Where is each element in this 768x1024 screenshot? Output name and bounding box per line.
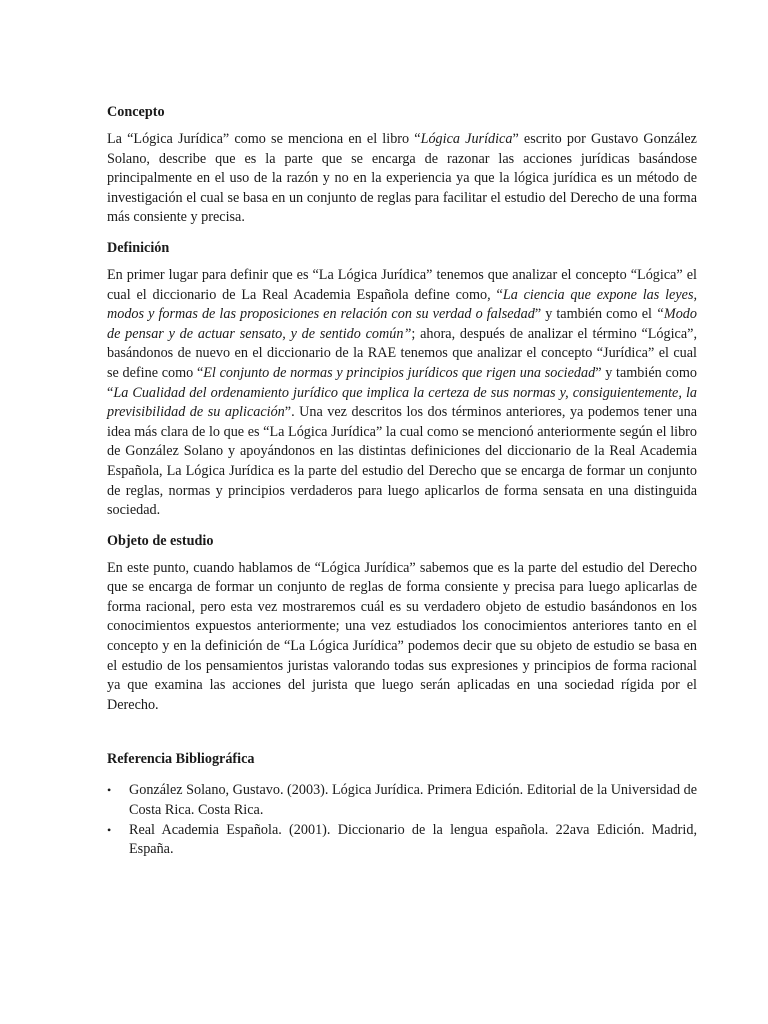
references-list	[107, 781, 697, 859]
definicion-quote-3: El conjunto de normas y principios jurídicos que rigen una sociedad	[203, 364, 596, 381]
reference-item	[107, 781, 697, 820]
definicion-text-3: ; ahora, después de analizar el término “Lógica”, basándonos de nuevo en el diccionario de la RAE tenemos que analizar el concepto “Jurídica” el cual se define como “	[107, 325, 697, 381]
paragraph-definicion	[107, 266, 697, 521]
paragraph-objeto-de-estudio: En este punto, cuando hablamos de “Lógica Jurídica” sabemos que es la parte del estudio del Derecho que se encarga de formar un conjunto de reglas de forma consiente y precisa para luego aplicarlas de forma racional, pero esta vez mostraremos cuál es su verdadero objeto de estudio basándonos en los conocimientos expuestos anteriormente; una vez estudiados los conocimientos anteriores tanto en el concepto y en la definición de “La Lógica Jurídica” podemos decir que su objeto de estudio se basa en el estudio de los pensamientos juristas valorando todas sus expresiones y principios de forma racional ya que examina las acciones del jurista que luego serán aplicadas en una sociedad rígida por el Derecho.	[107, 559, 697, 713]
concepto-text-1: La “Lógica Jurídica” como se menciona en el libro “	[107, 131, 421, 147]
definicion-quote-2: “Modo de pensar y de actuar sensato, y de sentido común”	[107, 306, 697, 342]
concepto-book-title: Lógica Jurídica	[420, 131, 513, 147]
reference-item	[107, 821, 697, 860]
definicion-text-4: ” y también como “	[107, 364, 697, 401]
definicion-text-5: ”. Una vez descritos los dos términos anteriores, ya podemos tener una idea más clara de lo que es “La Lógica Jurídica” la cual como se mencionó anteriormente según el libro de González Solano y apoyándonos en las distintas definiciones del diccionario de la Real Academia Española, La Lógica Jurídica es la parte del estudio del Derecho que se encarga de formar un conjunto de reglas, normas y principios verdaderos para luego aplicarlos de forma sensata en una distinguida sociedad.	[107, 404, 697, 519]
heading-definicion: Definición	[107, 239, 170, 256]
document-page	[107, 102, 697, 860]
definicion-quote-1: La ciencia que expone las leyes, modos y formas de las proposiciones en relación con su verdad o falsedad	[107, 286, 698, 323]
bullet-icon: •	[107, 822, 112, 837]
reference-text: Real Academia Española. (2001). Diccionario de la lengua española. 22ava Edición. Madrid, España.	[129, 821, 697, 858]
paragraph-concepto	[107, 130, 697, 228]
concepto-text-2: ” escrito por Gustavo González Solano, describe que es la parte que se encarga de razonar las acciones jurídicas basándose principalmente en el uso de la razón y no en la experiencia ya que la lógica jurídica es un método de investigación el cual se basa en un conjunto de reglas para facilitar el estudio del Derecho de una forma más consiente y precisa.	[107, 131, 697, 226]
heading-objeto-de-estudio: Objeto de estudio	[107, 532, 214, 549]
definicion-quote-4: La Cualidad del ordenamiento jurídico que implica la certeza de sus normas y, consiguientemente, la previsibilidad de su aplicación	[107, 384, 697, 421]
heading-concepto: Concepto	[107, 104, 165, 120]
definicion-text-1: En primer lugar para definir que es “La Lógica Jurídica” tenemos que analizar el concepto “Lógica” el cual el diccionario de La Real Academia Española define como, “	[107, 266, 697, 303]
heading-referencia-bibliografica: Referencia Bibliográfica	[107, 751, 255, 768]
reference-text: González Solano, Gustavo. (2003). Lógica Jurídica. Primera Edición. Editorial de la Universidad de Costa Rica. Costa Rica.	[129, 782, 697, 819]
definicion-text-2: ” y también como el	[534, 306, 656, 323]
bullet-icon: •	[107, 783, 112, 798]
